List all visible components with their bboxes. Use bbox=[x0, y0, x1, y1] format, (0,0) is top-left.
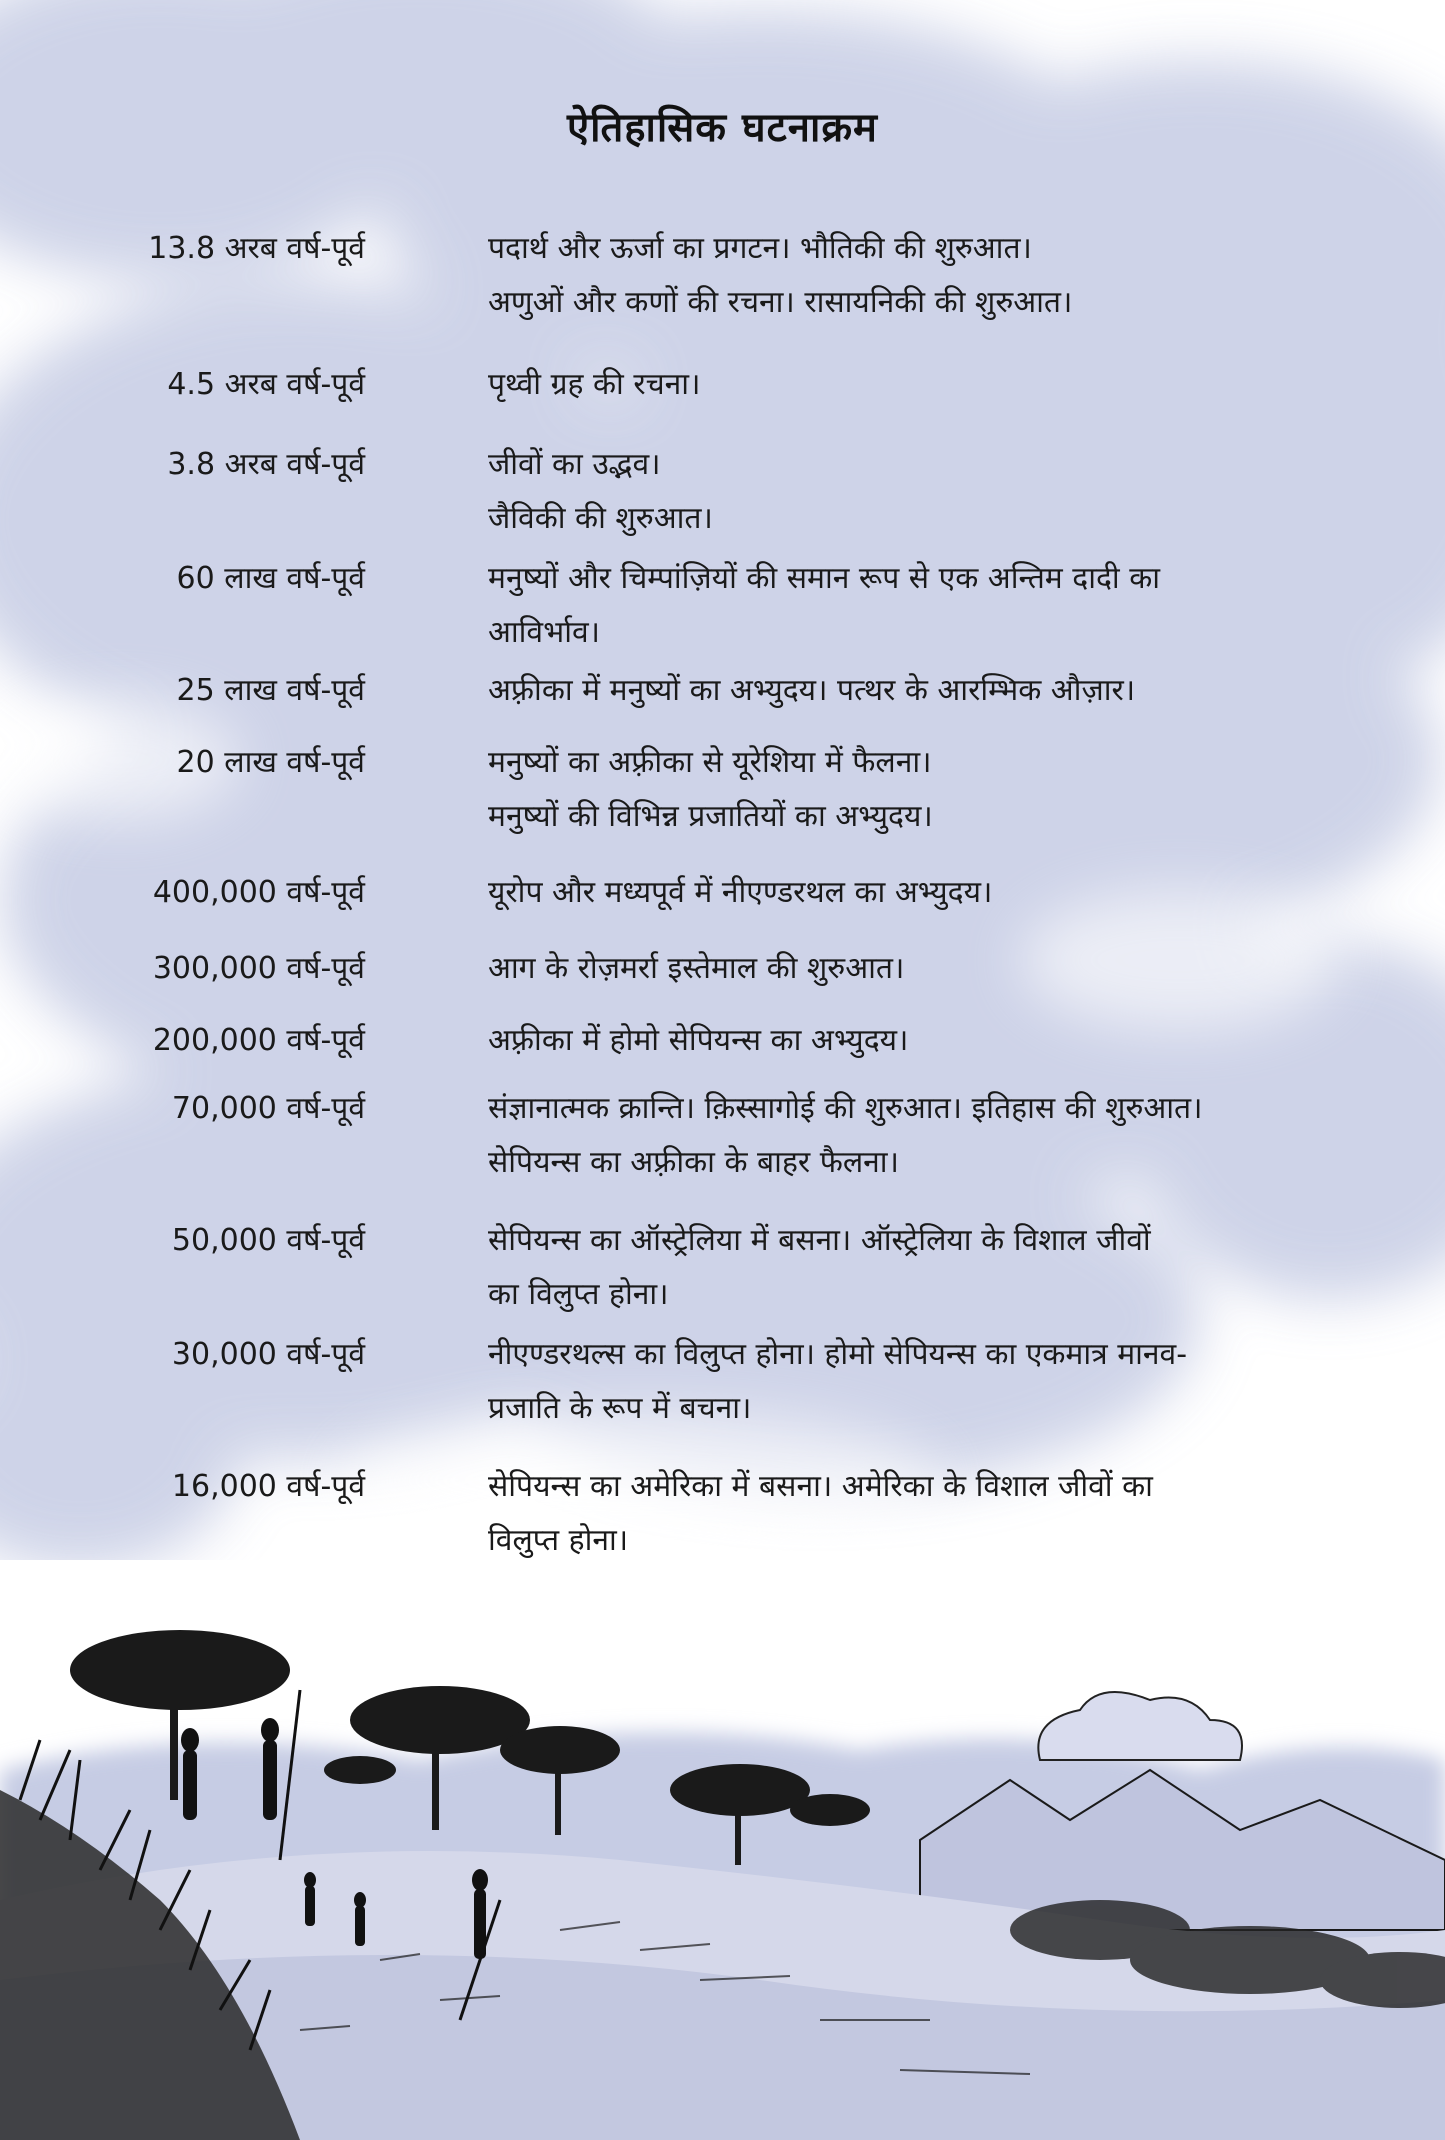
timeline-date: 13.8 अरब वर्ष-पूर्व bbox=[148, 231, 365, 266]
timeline-description bbox=[488, 438, 1348, 546]
timeline-date: 16,000 वर्ष-पूर्व bbox=[171, 1469, 365, 1504]
description-line: मनुष्यों का अफ़्रीका से यूरेशिया में फैलना। bbox=[488, 745, 932, 780]
timeline-description bbox=[488, 222, 1348, 330]
description-line: नीएण्डरथल्स का विलुप्त होना। होमो सेपियन्स का एकमात्र मानव- bbox=[488, 1337, 1188, 1372]
timeline-date: 70,000 वर्ष-पूर्व bbox=[171, 1091, 365, 1126]
description-line: जीवों का उद्भव। bbox=[488, 447, 661, 482]
description-line: मनुष्यों और चिम्पांज़ियों की समान रूप से एक अन्तिम दादी का bbox=[488, 561, 1161, 596]
description-line: अफ़्रीका में होमो सेपियन्स का अभ्युदय। bbox=[488, 1023, 909, 1058]
timeline-description bbox=[488, 942, 1348, 996]
timeline-description bbox=[488, 1082, 1348, 1190]
page-title: ऐतिहासिक घटनाक्रम bbox=[567, 105, 878, 151]
description-line: अणुओं और कणों की रचना। रासायनिकी की शुरुआत। bbox=[488, 285, 1073, 320]
timeline-date: 200,000 वर्ष-पूर्व bbox=[152, 1023, 365, 1058]
timeline-description bbox=[488, 866, 1348, 920]
timeline-date: 3.8 अरब वर्ष-पूर्व bbox=[167, 447, 365, 482]
timeline-description bbox=[488, 1214, 1348, 1322]
description-line: विलुप्त होना। bbox=[488, 1523, 629, 1558]
timeline-description bbox=[488, 358, 1348, 412]
description-line: सेपियन्स का ऑस्ट्रेलिया में बसना। ऑस्ट्रेलिया के विशाल जीवों bbox=[488, 1223, 1151, 1258]
description-line: आग के रोज़मर्रा इस्तेमाल की शुरुआत। bbox=[488, 951, 905, 986]
timeline-date: 50,000 वर्ष-पूर्व bbox=[171, 1223, 365, 1258]
description-line: पृथ्वी ग्रह की रचना। bbox=[488, 367, 701, 402]
description-line: यूरोप और मध्यपूर्व में नीएण्डरथल का अभ्युदय। bbox=[488, 875, 993, 910]
description-line: प्रजाति के रूप में बचना। bbox=[488, 1391, 752, 1426]
description-line: सेपियन्स का अमेरिका में बसना। अमेरिका के विशाल जीवों का bbox=[488, 1469, 1153, 1504]
timeline-description bbox=[488, 664, 1348, 718]
timeline-date: 60 लाख वर्ष-पूर्व bbox=[176, 561, 365, 596]
description-line: का विलुप्त होना। bbox=[488, 1277, 669, 1312]
timeline-description bbox=[488, 1328, 1348, 1436]
description-line: अफ़्रीका में मनुष्यों का अभ्युदय। पत्थर के आरम्भिक औज़ार। bbox=[488, 673, 1136, 708]
description-line: आविर्भाव। bbox=[488, 615, 601, 650]
description-line: पदार्थ और ऊर्जा का प्रगटन। भौतिकी की शुरुआत। bbox=[488, 231, 1032, 266]
timeline-date: 25 लाख वर्ष-पूर्व bbox=[176, 673, 365, 708]
timeline-date: 4.5 अरब वर्ष-पूर्व bbox=[167, 367, 365, 402]
cloud-outline bbox=[1038, 1692, 1242, 1760]
description-line: सेपियन्स का अफ़्रीका के बाहर फैलना। bbox=[488, 1145, 899, 1180]
timeline-description bbox=[488, 1460, 1348, 1568]
timeline-description bbox=[488, 552, 1348, 660]
description-line: जैविकी की शुरुआत। bbox=[488, 501, 713, 536]
timeline-description bbox=[488, 1014, 1348, 1068]
timeline-date: 30,000 वर्ष-पूर्व bbox=[171, 1337, 365, 1372]
description-line: मनुष्यों की विभिन्न प्रजातियों का अभ्युदय। bbox=[488, 799, 933, 834]
savanna-landscape-illustration bbox=[0, 1600, 1445, 2140]
timeline-date: 300,000 वर्ष-पूर्व bbox=[152, 951, 365, 986]
timeline-date: 20 लाख वर्ष-पूर्व bbox=[176, 745, 365, 780]
description-line: संज्ञानात्मक क्रान्ति। क़िस्सागोई की शुरुआत। इतिहास की शुरुआत। bbox=[488, 1091, 1203, 1126]
timeline-description bbox=[488, 736, 1348, 844]
timeline-date: 400,000 वर्ष-पूर्व bbox=[152, 875, 365, 910]
